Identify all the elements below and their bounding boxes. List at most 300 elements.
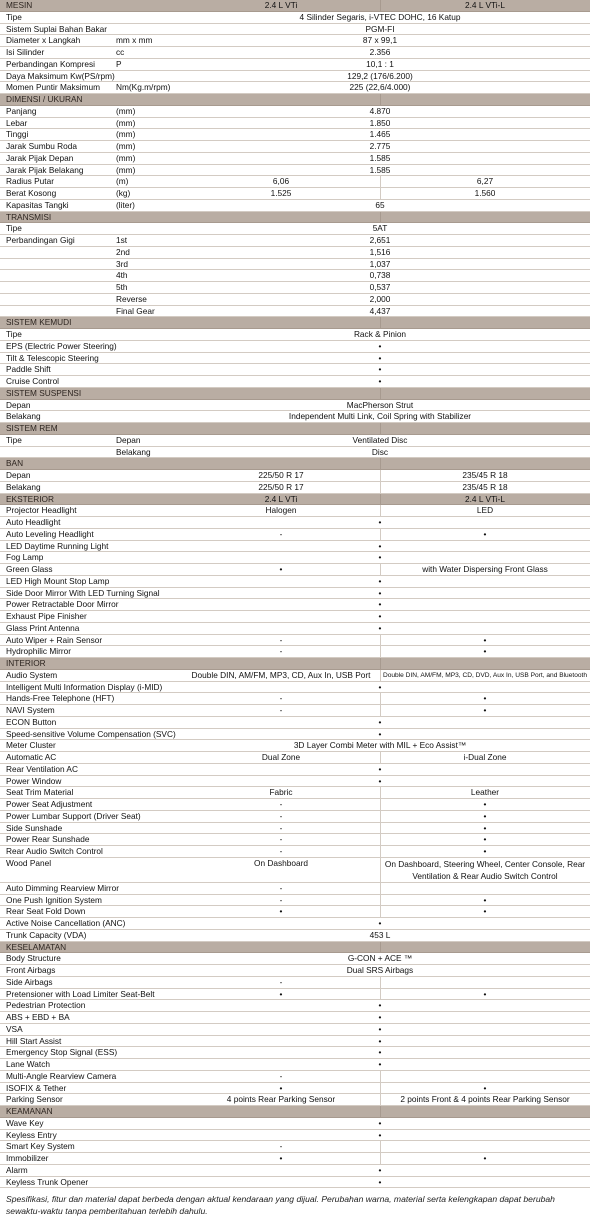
spec-label: Body Structure — [6, 953, 61, 964]
spec-row — [0, 1083, 590, 1095]
spec-value-shared: • — [378, 1059, 382, 1069]
spec-row — [0, 35, 590, 47]
spec-unit: Reverse — [116, 293, 147, 304]
spec-unit: (mm) — [116, 152, 136, 163]
spec-unit: 3rd — [116, 258, 128, 269]
spec-value-vti: Fabric — [269, 787, 293, 798]
spec-label: Automatic AC — [6, 752, 57, 762]
spec-row — [0, 82, 590, 94]
spec-row — [0, 1071, 590, 1083]
spec-row — [0, 59, 590, 71]
spec-unit: (mm) — [116, 141, 136, 151]
spec-value-shared: • — [378, 364, 382, 375]
spec-row — [0, 729, 590, 741]
spec-row — [0, 341, 590, 353]
spec-value-shared: • — [378, 517, 382, 527]
spec-value-vti: 225/50 R 17 — [258, 470, 304, 480]
spec-value-vti: - — [279, 882, 283, 893]
spec-value-vti-l: 235/45 R 18 — [462, 481, 508, 492]
spec-value-shared: • — [378, 599, 382, 610]
spec-value-shared: • — [378, 1117, 382, 1128]
spec-value-vti: - — [279, 894, 283, 905]
spec-unit: 1st — [116, 235, 128, 245]
spec-label: Depan — [6, 470, 31, 480]
spec-value-shared: • — [378, 918, 382, 928]
spec-label: ABS + EBD + BA — [6, 1012, 70, 1022]
spec-value-vti-l: • — [483, 810, 487, 821]
spec-label: Rear Ventilation AC — [6, 763, 78, 774]
spec-row — [0, 141, 590, 153]
spec-label: Radius Putar — [6, 176, 54, 187]
section-title: KESELAMATAN — [6, 941, 67, 952]
spec-row — [0, 235, 590, 247]
column-divider — [380, 317, 381, 328]
spec-row — [0, 953, 590, 965]
spec-label: Kapasitas Tangki — [6, 199, 69, 210]
section-title: SISTEM KEMUDI — [6, 317, 72, 328]
spec-value-vti: - — [279, 634, 283, 645]
column-divider — [380, 942, 381, 953]
spec-label: Power Rear Sunshade — [6, 834, 90, 845]
spec-value-shared: 2,000 — [369, 293, 391, 304]
spec-value-vti: - — [279, 822, 283, 833]
spec-label: Keyless Entry — [6, 1129, 57, 1140]
spec-label: Auto Wiper + Rain Sensor — [6, 634, 103, 645]
footnote: Spesifikasi, fitur dan material dapat berbeda dengan aktual kendaraan yang dijual. Perubahan warna, material serta kelengkapan dapat berubah sewaktu-waktu tanpa pemberitahuan terlebih dahulu. — [6, 1194, 555, 1216]
spec-row — [0, 588, 590, 600]
spec-value-vti: • — [279, 988, 283, 999]
spec-value-vti: - — [279, 834, 283, 845]
spec-unit: Belakang — [116, 446, 151, 457]
spec-row — [0, 47, 590, 59]
spec-unit: 2nd — [116, 246, 130, 257]
spec-label: ECON Button — [6, 716, 57, 727]
spec-value-vti: - — [279, 705, 283, 715]
section-header — [0, 1106, 590, 1118]
section-header — [0, 658, 590, 670]
spec-row — [0, 989, 590, 1001]
spec-value-vti-l: i-Dual Zone — [463, 752, 507, 762]
spec-row — [0, 1165, 590, 1177]
spec-row — [0, 1024, 590, 1036]
spec-value-shared: 10,1 : 1 — [366, 58, 394, 69]
spec-label: Power Retractable Door Mirror — [6, 599, 119, 610]
spec-label: Side Airbags — [6, 976, 53, 987]
spec-label: Side Door Mirror With LED Turning Signal — [6, 587, 160, 598]
spec-value-vti-l: Leather — [470, 787, 500, 798]
section-header — [0, 494, 590, 506]
spec-row — [0, 541, 590, 553]
spec-value-vti: • — [279, 1082, 283, 1093]
spec-value-vti: - — [279, 1070, 283, 1081]
spec-label: Rear Audio Switch Control — [6, 846, 103, 856]
section-header — [0, 212, 590, 224]
spec-row — [0, 129, 590, 141]
spec-row — [0, 294, 590, 306]
column-divider — [380, 212, 381, 223]
spec-label: Belakang — [6, 411, 41, 422]
spec-unit: Nm(Kg.m/rpm) — [116, 82, 171, 93]
spec-row — [0, 883, 590, 895]
spec-row — [0, 1059, 590, 1071]
spec-value-shared: 5AT — [372, 223, 388, 234]
section-header — [0, 94, 590, 106]
spec-value-vti-l: 6,27 — [476, 176, 494, 187]
spec-label: Side Sunshade — [6, 822, 63, 833]
spec-value-shared: PGM-FI — [365, 23, 395, 34]
spec-label: Tilt & Telescopic Steering — [6, 352, 99, 363]
spec-row — [0, 12, 590, 24]
spec-label: Immobilizer — [6, 1153, 49, 1163]
spec-value-vti-l: • — [483, 693, 487, 704]
spec-value-shared: • — [378, 340, 382, 351]
spec-label: Jarak Pijak Belakang — [6, 164, 84, 175]
spec-label: Multi-Angle Rearview Camera — [6, 1070, 117, 1081]
spec-row — [0, 623, 590, 635]
spec-row — [0, 329, 590, 341]
spec-row — [0, 470, 590, 482]
spec-label: VSA — [6, 1023, 23, 1034]
spec-value-shared: • — [378, 1047, 382, 1058]
spec-label: Power Window — [6, 775, 62, 786]
spec-value-shared: • — [378, 1164, 382, 1175]
column-divider — [380, 388, 381, 399]
spec-row — [0, 906, 590, 918]
section-title: SISTEM REM — [6, 423, 58, 433]
spec-row — [0, 564, 590, 576]
spec-unit: mm x mm — [116, 35, 153, 46]
spec-value-vti-l: LED — [476, 505, 494, 516]
spec-label: Auto Headlight — [6, 517, 61, 527]
spec-value-shared: 4.870 — [369, 105, 391, 116]
spec-value-shared: 1,516 — [369, 246, 391, 257]
spec-row — [0, 306, 590, 318]
column-divider — [380, 458, 381, 469]
spec-row — [0, 400, 590, 412]
spec-value-shared: 3D Layer Combi Meter with MIL + Eco Assist™ — [293, 740, 467, 751]
spec-row — [0, 599, 590, 611]
spec-value-vti: - — [279, 846, 283, 856]
spec-value-vti-l: 235/45 R 18 — [462, 470, 508, 480]
spec-label: Isi Silinder — [6, 47, 45, 57]
spec-label: One Push Ignition System — [6, 894, 102, 905]
spec-value-shared: Rack & Pinion — [353, 329, 407, 339]
spec-value-vti-l: • — [483, 846, 487, 856]
spec-row — [0, 1141, 590, 1153]
spec-unit: (mm) — [116, 105, 136, 116]
spec-row — [0, 552, 590, 564]
spec-value-shared: • — [378, 681, 382, 692]
spec-row — [0, 1177, 590, 1189]
spec-label: Depan — [6, 399, 31, 410]
spec-label: Pedestrian Protection — [6, 1000, 86, 1011]
spec-row — [0, 846, 590, 858]
spec-label: Parking Sensor — [6, 1094, 63, 1105]
spec-value-vti: • — [279, 564, 283, 574]
spec-label: LED Daytime Running Light — [6, 540, 109, 551]
spec-value-shared: 65 — [375, 199, 385, 210]
spec-label: Wood Panel — [6, 857, 52, 868]
spec-unit: Final Gear — [116, 305, 155, 316]
spec-value-vti: • — [279, 1153, 283, 1163]
section-header — [0, 388, 590, 400]
variant-header-vti: 2.4 L VTi — [264, 493, 298, 504]
spec-row — [0, 799, 590, 811]
spec-value-shared: • — [378, 552, 382, 563]
spec-row — [0, 858, 590, 883]
spec-label: Alarm — [6, 1164, 28, 1175]
spec-row — [0, 1012, 590, 1024]
spec-row — [0, 752, 590, 764]
spec-label: Projector Headlight — [6, 505, 77, 516]
spec-value-shared: • — [378, 376, 382, 386]
spec-row — [0, 118, 590, 130]
spec-value-vti: 1.525 — [270, 188, 292, 198]
spec-row — [0, 259, 590, 271]
spec-row — [0, 435, 590, 447]
spec-row — [0, 834, 590, 846]
column-divider — [380, 1106, 381, 1117]
spec-row — [0, 740, 590, 752]
section-title: KEAMANAN — [6, 1106, 53, 1116]
spec-value-shared: 1.465 — [369, 129, 391, 140]
spec-value-vti: - — [279, 693, 283, 704]
spec-row — [0, 376, 590, 388]
spec-row — [0, 1118, 590, 1130]
spec-row — [0, 364, 590, 376]
spec-value-shared: • — [378, 540, 382, 551]
spec-label: NAVI System — [6, 705, 55, 715]
section-title: SISTEM SUSPENSI — [6, 387, 82, 398]
spec-label: Speed-sensitive Volume Compensation (SVC) — [6, 728, 176, 739]
spec-row — [0, 282, 590, 294]
spec-value-shared: • — [378, 1176, 382, 1187]
spec-value-vti-l: • — [483, 834, 487, 845]
spec-row — [0, 918, 590, 930]
spec-value-shared: 453 L — [369, 929, 391, 940]
spec-value-shared: Disc — [371, 446, 389, 457]
spec-label: Belakang — [6, 481, 41, 492]
spec-value-vti: • — [279, 906, 283, 917]
spec-value-shared: 87 x 99,1 — [362, 35, 398, 46]
spec-value-shared: 4,437 — [369, 305, 391, 316]
spec-label: Tinggi — [6, 129, 29, 140]
spec-value-vti-l: • — [483, 528, 487, 539]
spec-label: Pretensioner with Load Limiter Seat-Belt — [6, 988, 155, 999]
spec-value-shared: • — [378, 716, 382, 727]
spec-row — [0, 71, 590, 83]
spec-row — [0, 529, 590, 541]
spec-label: Tipe — [6, 11, 22, 22]
spec-value-shared: 4 Silinder Segaris, i-VTEC DOHC, 16 Katup — [299, 11, 461, 22]
spec-label: Panjang — [6, 105, 37, 116]
spec-label: Keyless Trunk Opener — [6, 1176, 89, 1187]
spec-value-shared: • — [378, 1000, 382, 1011]
spec-row — [0, 776, 590, 788]
spec-value-vti: On Dashboard — [254, 857, 308, 868]
section-header — [0, 317, 590, 329]
spec-row — [0, 717, 590, 729]
column-divider — [380, 658, 381, 669]
spec-value-shared: Independent Multi Link, Coil Spring with Stabilizer — [288, 411, 472, 422]
spec-row — [0, 517, 590, 529]
spec-label: Hill Start Assist — [6, 1035, 62, 1046]
spec-unit: (m) — [116, 176, 129, 187]
spec-value-vti: Double DIN, AM/FM, MP3, CD, Aux In, USB Port — [191, 669, 371, 680]
spec-value-shared: • — [378, 1012, 382, 1022]
spec-label: Power Lumbar Support (Driver Seat) — [6, 810, 141, 821]
spec-row — [0, 353, 590, 365]
spec-label: Tipe — [6, 329, 22, 339]
spec-value-vti-l: On Dashboard, Steering Wheel, Center Console, Rear Ventilation & Rear Audio Switch Control — [384, 858, 586, 881]
spec-row — [0, 611, 590, 623]
spec-value-vti: - — [279, 1141, 283, 1152]
variant-header-vti: 2.4 L VTi — [264, 0, 298, 10]
spec-unit: 4th — [116, 270, 128, 281]
spec-label: Tipe — [6, 223, 22, 234]
variant-header-vti-l: 2.4 L VTi-L — [465, 0, 505, 10]
spec-row — [0, 200, 590, 212]
spec-label: Perbandingan Kompresi — [6, 58, 96, 69]
spec-value-shared: 0,537 — [369, 282, 391, 292]
spec-label: Active Noise Cancellation (ANC) — [6, 918, 126, 928]
section-title: EKSTERIOR — [6, 493, 54, 504]
spec-label: Seat Trim Material — [6, 787, 74, 798]
spec-value-shared: • — [378, 728, 382, 739]
spec-row — [0, 106, 590, 118]
section-header — [0, 942, 590, 954]
spec-row — [0, 188, 590, 200]
spec-unit: (kg) — [116, 188, 131, 198]
spec-value-shared: 2.775 — [369, 141, 391, 151]
spec-value-shared: 225 (22,6/4.000) — [349, 82, 411, 93]
spec-row — [0, 811, 590, 823]
spec-value-vti: - — [279, 810, 283, 821]
spec-value-vti: 225/50 R 17 — [258, 481, 304, 492]
spec-label: LED High Mount Stop Lamp — [6, 575, 110, 586]
spec-value-vti-l: • — [483, 634, 487, 645]
spec-value-vti-l: • — [483, 1082, 487, 1093]
spec-row — [0, 482, 590, 494]
spec-row — [0, 223, 590, 235]
spec-value-vti-l: • — [483, 822, 487, 833]
spec-row — [0, 977, 590, 989]
spec-label: Lane Watch — [6, 1059, 50, 1069]
spec-row — [0, 635, 590, 647]
spec-value-shared: 0,738 — [369, 270, 391, 281]
spec-label: Meter Cluster — [6, 740, 56, 751]
spec-value-shared: 1.850 — [369, 117, 391, 128]
spec-value-vti: - — [279, 528, 283, 539]
spec-row — [0, 895, 590, 907]
spec-value-shared: • — [378, 575, 382, 586]
spec-row — [0, 1094, 590, 1106]
spec-label: Rear Seat Fold Down — [6, 906, 86, 917]
spec-value-shared: • — [378, 352, 382, 363]
spec-row — [0, 176, 590, 188]
spec-label: Cruise Control — [6, 376, 60, 386]
spec-label: Momen Puntir Maksimum — [6, 82, 101, 93]
spec-unit: (liter) — [116, 199, 135, 210]
spec-label: EPS (Electric Power Steering) — [6, 340, 117, 351]
spec-value-vti-l: • — [483, 906, 487, 917]
spec-row — [0, 693, 590, 705]
spec-row — [0, 965, 590, 977]
spec-label: Hydrophilic Mirror — [6, 646, 72, 657]
spec-unit: cc — [116, 47, 125, 57]
spec-label: Jarak Pijak Depan — [6, 152, 74, 163]
spec-value-vti: - — [279, 646, 283, 657]
spec-value-shared: Ventilated Disc — [352, 434, 408, 445]
spec-row — [0, 705, 590, 717]
spec-row — [0, 930, 590, 942]
spec-value-vti: - — [279, 976, 283, 987]
spec-value-vti-l: 1.560 — [474, 188, 496, 198]
spec-label: Green Glass — [6, 564, 53, 574]
spec-value-vti: - — [279, 799, 283, 809]
spec-value-shared: • — [378, 587, 382, 598]
spec-label: Auto Leveling Headlight — [6, 528, 94, 539]
spec-label: Daya Maksimum Kw(PS/rpm) — [6, 70, 115, 81]
spec-value-vti: 6,06 — [272, 176, 290, 187]
spec-label: Sistem Suplai Bahan Bakar — [6, 23, 108, 34]
spec-value-shared: 129,2 (176/6.200) — [347, 70, 413, 81]
spec-row — [0, 787, 590, 799]
spec-value-shared: • — [378, 1129, 382, 1140]
spec-row — [0, 670, 590, 682]
spec-label: Front Airbags — [6, 965, 56, 975]
spec-label: Paddle Shift — [6, 364, 51, 375]
spec-label: Auto Dimming Rearview Mirror — [6, 882, 119, 893]
spec-row — [0, 247, 590, 259]
spec-value-vti: 4 points Rear Parking Sensor — [226, 1094, 336, 1105]
spec-value-shared: • — [378, 611, 382, 621]
spec-row — [0, 1130, 590, 1142]
spec-label: Intelligent Multi Information Display (i-MID) — [6, 681, 163, 692]
spec-value-shared: • — [378, 1023, 382, 1034]
spec-value-shared: 1.585 — [369, 152, 391, 163]
spec-label: Glass Print Antenna — [6, 622, 80, 633]
section-title: INTERIOR — [6, 658, 46, 668]
spec-value-vti: Halogen — [265, 505, 297, 516]
spec-value-shared: • — [378, 775, 382, 786]
spec-unit: (mm) — [116, 164, 136, 175]
section-header — [0, 0, 590, 12]
spec-value-shared: G-CON + ACE ™ — [347, 953, 413, 964]
spec-value-vti-l: Double DIN, AM/FM, MP3, CD, DVD, Aux In, USB Port, and Bluetooth — [382, 671, 588, 679]
spec-label: Smart Key System — [6, 1141, 75, 1152]
spec-row — [0, 153, 590, 165]
section-title: DIMENSI / UKURAN — [6, 94, 83, 104]
spec-value-shared: • — [378, 1035, 382, 1046]
spec-value-shared: MacPherson Strut — [346, 399, 414, 410]
spec-row — [0, 1047, 590, 1059]
spec-row — [0, 505, 590, 517]
spec-value-shared: Dual SRS Airbags — [346, 965, 414, 975]
spec-label: Fog Lamp — [6, 552, 44, 563]
spec-label: Diameter x Langkah — [6, 35, 81, 46]
spec-row — [0, 270, 590, 282]
spec-value-shared: • — [378, 622, 382, 633]
spec-row — [0, 1000, 590, 1012]
spec-row — [0, 823, 590, 835]
spec-unit: (mm) — [116, 129, 136, 140]
spec-value-shared: 2,651 — [369, 235, 391, 245]
spec-label: Perbandingan Gigi — [6, 235, 75, 245]
spec-value-shared: 1.585 — [369, 164, 391, 175]
spec-value-vti-l: • — [483, 799, 487, 809]
spec-row — [0, 646, 590, 658]
